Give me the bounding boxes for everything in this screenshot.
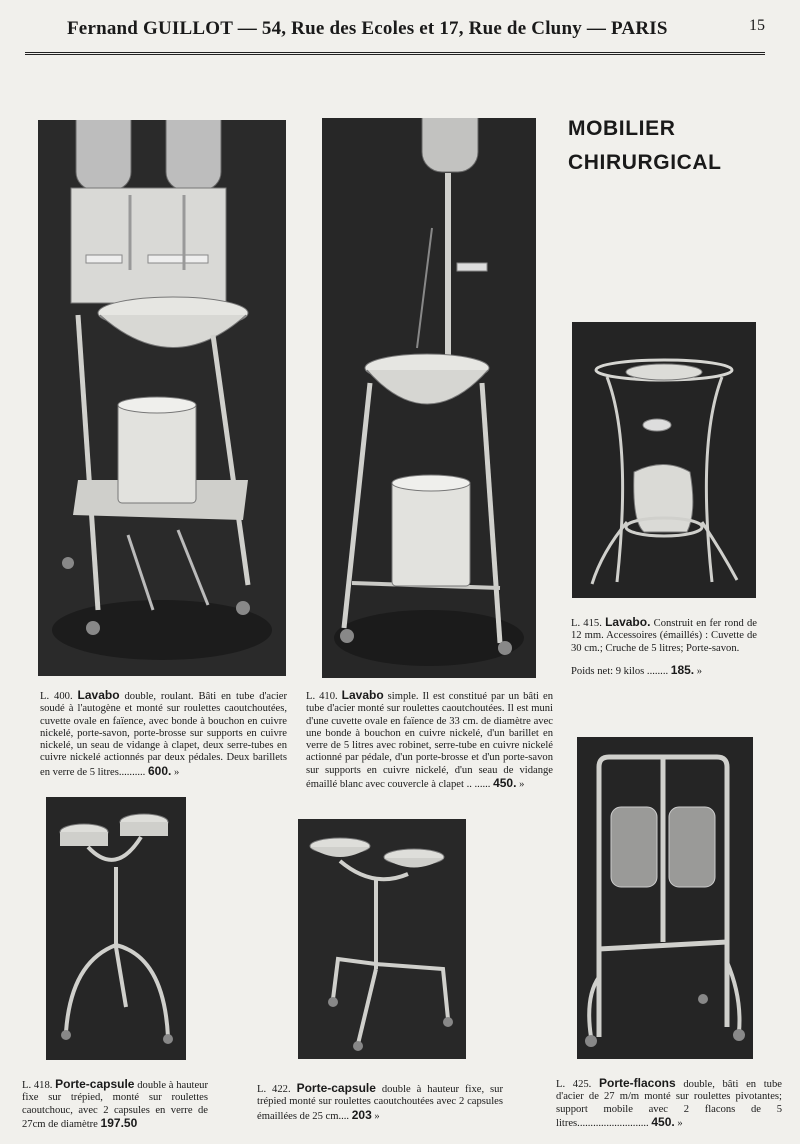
ref-l410: L. 410.: [306, 691, 338, 702]
illustration-l400: [38, 120, 286, 676]
caption-l410: [306, 689, 553, 791]
ref-l418: L. 418.: [22, 1080, 53, 1091]
caption-l415: [571, 616, 757, 655]
illustration-l425: [577, 737, 753, 1059]
photo-l425-bottle-holder: [577, 737, 753, 1059]
ref-l422: L. 422.: [257, 1084, 291, 1095]
ref-l400: L. 400.: [40, 691, 73, 702]
name-l410: Lavabo: [341, 688, 384, 702]
illustration-l422: [298, 819, 466, 1059]
ref-l415: L. 415.: [571, 618, 602, 629]
price-l410: 450.: [493, 776, 517, 791]
illustration-l418: [46, 797, 186, 1060]
photo-l418-capsule-holder: [46, 797, 186, 1060]
photo-l422-capsule-holder: [298, 819, 466, 1059]
weight-text-l415: Poids net: 9 kilos ........: [571, 666, 669, 677]
photo-l415-iron-washstand: [572, 322, 756, 598]
page-number: 15: [749, 17, 765, 34]
price-l425: 450.: [651, 1114, 675, 1129]
price-suffix-l425: »: [677, 1117, 683, 1129]
desc-l410: simple. Il est constitué par un bâti en tube d'acier monté sur roulettes caoutchoutées. Il est muni d'une cuvette ovale en faïence de 33 cm. de diamètre avec une bonde à bouchon en cuivre nickelé, d'un barillet en verre de 5 litres avec robinet, serre-tube en cuivre nickelé actionné par pédale, d'un porte-brosse et d'un porte-savon sur supports en cuivre nickelé, d'un seau de vidange émaillé blanc avec couvercle à clapet .. ......: [306, 691, 553, 791]
caption-l400: [40, 689, 287, 779]
photo-l410-single-washstand: [322, 118, 536, 678]
caption-l425: [556, 1077, 782, 1130]
name-l415: Lavabo.: [605, 615, 651, 629]
price-l400: 600.: [147, 763, 172, 778]
price-l415: 185.: [670, 663, 695, 677]
price-l422: 203: [351, 1107, 372, 1122]
price-suffix-l410: »: [519, 779, 525, 791]
desc-l418: double à hauteur fixe sur trépied, monté sur roulettes caoutchouc, avec 2 capsules en verre de 27cm de diamètre: [22, 1080, 208, 1130]
page-header: [25, 14, 765, 55]
illustration-l415: [572, 322, 756, 598]
desc-l415: Construit en fer rond de 12 mm. Accessoires (émaillés) : Cuvette de 30 cm.; Cruche de 5 litres; Porte-savon.: [571, 618, 757, 654]
weight-l415: [571, 663, 761, 677]
price-suffix-l422: »: [374, 1110, 380, 1122]
section-title-line1: MOBILIER: [568, 117, 676, 140]
header-title: Fernand GUILLOT — 54, Rue des Ecoles et 17, Rue de Cluny — PARIS: [67, 18, 668, 39]
price-suffix-l415: »: [696, 666, 703, 677]
illustration-l410: [322, 118, 536, 678]
caption-l422: [257, 1082, 503, 1123]
desc-l400: double, roulant. Bâti en tube d'acier soudé à l'autogène et monté sur roulettes caoutchoutées, cuvette ovale en faïence, avec bonde à bouchon en cuivre nickelé, porte-savon, porte-brosse sur supports en cuivre nickelé, un seau de vidange à clapet, deux serre-tubes en cuivre nickelé actionnés par deux pédales. Deux barillets en verre de 5 litres..........: [40, 691, 287, 778]
price-l418: 197.50: [100, 1115, 138, 1130]
name-l418: Porte-capsule: [55, 1077, 135, 1091]
caption-l418: [22, 1078, 208, 1131]
ref-l425: L. 425.: [556, 1079, 592, 1090]
section-title-line2: CHIRURGICAL: [568, 151, 722, 174]
section-title: [568, 112, 768, 180]
name-l425: Porte-flacons: [599, 1076, 676, 1090]
desc-l425: double, bâti en tube d'acier de 27 m/m monté sur roulettes pivotantes; support mobile avec 2 flacons de 5 litres...........................: [556, 1079, 782, 1129]
desc-l422: double à hauteur fixe, sur trépied monté sur roulettes caoutchoutées avec 2 capsules émaillées de 25 cm....: [257, 1084, 504, 1122]
photo-l400-double-washstand: [38, 120, 286, 676]
name-l400: Lavabo: [77, 688, 120, 702]
name-l422: Porte-capsule: [296, 1081, 376, 1095]
price-suffix-l400: »: [173, 766, 180, 778]
